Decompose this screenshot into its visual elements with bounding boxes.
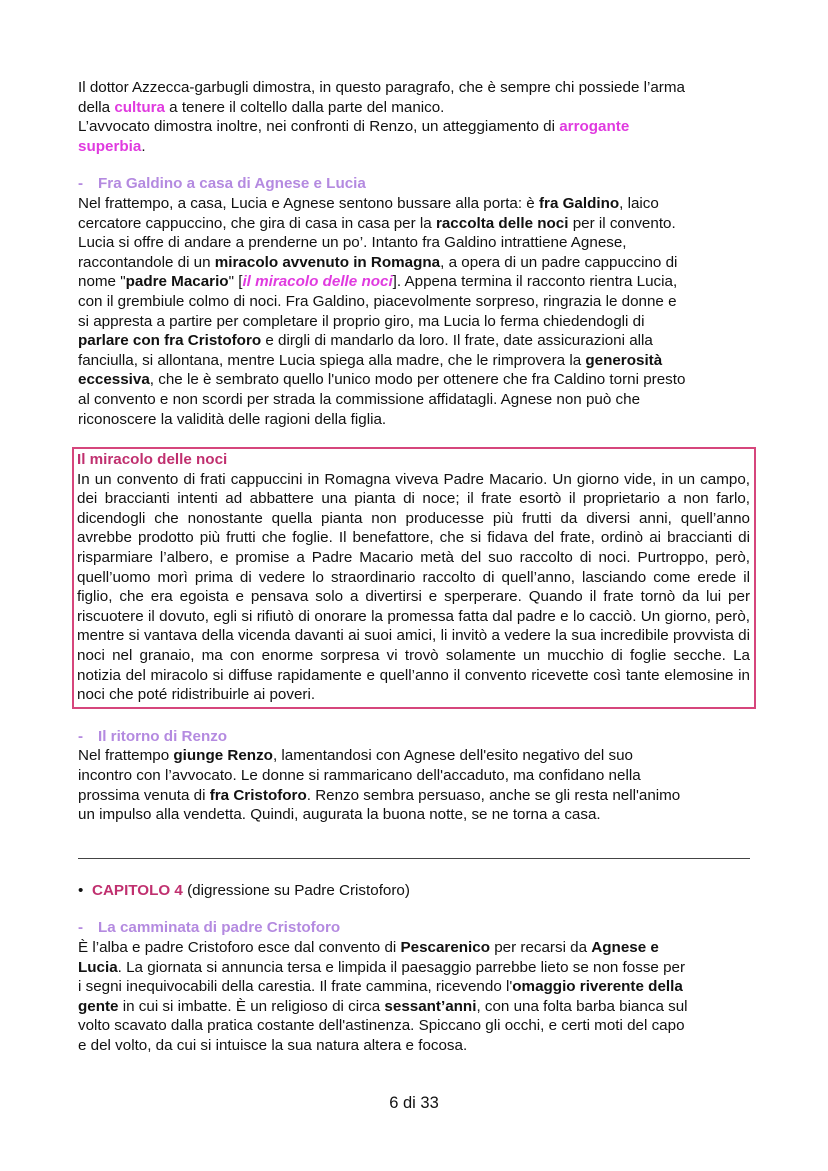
chapter-heading — [78, 881, 750, 901]
text-line: Il dottor Azzecca-garbugli dimostra, in questo paragrafo, che è sempre chi possiede l’arma — [78, 79, 685, 96]
chapter-name: CAPITOLO 4 — [92, 881, 183, 899]
text-line: con il grembiule colmo di noci. Fra Galdino, piacevolmente sorpreso, ringrazia le donne e — [78, 292, 677, 310]
dash-bullet: - — [78, 727, 84, 745]
section-heading: - Il ritorno di Renzo — [78, 727, 228, 745]
chapter-note: (digressione su Padre Cristoforo) — [182, 881, 410, 899]
text-line: cercatore cappuccino, che gira di casa in casa per la raccolta delle noci per il convento. — [78, 214, 676, 232]
highlight-superbia: superbia — [78, 137, 142, 155]
document-page — [78, 78, 750, 1056]
text-line: Nel frattempo giunge Renzo, lamentandosi con Agnese dell'esito negativo del suo — [78, 747, 634, 765]
section-heading: - La camminata di padre Cristoforo — [78, 919, 341, 937]
text-line: della cultura a tenere il coltello dalla parte del manico. — [78, 98, 445, 116]
highlight-arrogante: arrogante — [559, 118, 630, 136]
dash-bullet: - — [78, 919, 84, 937]
text-line: Lucia. La giornata si annuncia tersa e limpida il paesaggio parrebbe lieto se non fosse per — [78, 958, 686, 976]
text-line: prossima venuta di fra Cristoforo. Renzo sembra persuaso, anche se gli resta nell'animo — [78, 786, 681, 804]
text-line: fanciulla, si allontana, mentre Lucia spiega alla madre, che le rimprovera la generosità — [78, 351, 663, 369]
highlight-cultura: cultura — [114, 98, 165, 116]
text-line: L’avvocato dimostra inoltre, nei confronti di Renzo, un atteggiamento di arrogante — [78, 118, 630, 136]
intro-paragraph — [78, 78, 750, 156]
text-line: i segni inequivocabili della carestia. Il frate cammina, ricevendo l'omaggio riverente della — [78, 978, 683, 996]
box-text: In un convento di frati cappuccini in Romagna viveva Padre Macario. Un giorno vide, in un campo, dei braccianti intenti ad abbattere una pianta di noce; il frate esortò il proprietario a non farlo, dicendogli che nonostante quella pianta non producesse più frutti da diversi anni, quell’anno avrebbe prodotto più frutti che foglie. Il benefattore, che si fidava del frate, ordinò ai braccianti di risparmiare l’albero, e promise a Padre Macario metà del suo raccolto di noci. Purtroppo, però, quell’uomo morì prima di vedere lo straordinario raccolto di quell’anno, lasciando come erede il figlio, che era egoista e pensava solo a divertirsi e sperperare. Quando il frate tornò da lui per riscuotere il dovuto, egli si rifiutò di onorare la promessa fatta dal padre e lo cacciò. Un giorno, però, mentre si vantava della vicenda davanti ai suoi amici, li invitò a vedere la sua incredibile provvista di noci nel granaio, ma con enorme sorpresa vi trovò solamente un mucchio di foglie secche. La notizia del miracolo si diffuse rapidamente e quell’anno il convento ricevette così tante elemosine in noci che poté ridistribuirle ai poveri. — [77, 470, 750, 704]
box-title: Il miracolo delle noci — [77, 451, 228, 469]
highlight-miracolo: il miracolo delle noci — [242, 273, 393, 291]
text-line: raccontandole di un miracolo avvenuto in Romagna, a opera di un padre cappuccino di — [78, 253, 678, 271]
text-line: gente in cui si imbatte. È un religioso di circa sessant’anni, con una folta barba bianca sul — [78, 997, 688, 1015]
dash-bullet: - — [78, 175, 84, 193]
text-line: Lucia si offre di andare a prenderne un po’. Intanto fra Galdino intrattiene Agnese, — [78, 234, 627, 252]
bullet-icon: • — [78, 881, 84, 899]
text-line: un impulso alla vendetta. Quindi, augurata la buona notte, se ne torna a casa. — [78, 806, 601, 824]
miracle-box — [72, 447, 756, 709]
text-line: Nel frattempo, a casa, Lucia e Agnese sentono bussare alla porta: è fra Galdino, laico — [78, 194, 659, 212]
text-line: eccessiva, che le è sembrato quello l'unico modo per ottenere che fra Caldino torni presto — [78, 371, 686, 389]
text-line: incontro con l’avvocato. Le donne si rammaricano dell'accaduto, ma confidano nella — [78, 767, 641, 784]
text-line: superbia. — [78, 137, 146, 155]
text-line: nome "padre Macario" [il miracolo delle noci]. Appena termina il racconto rientra Lucia, — [78, 273, 678, 291]
text-line: riconoscere la validità delle ragioni della figlia. — [78, 410, 387, 428]
section-camminata — [78, 918, 750, 1055]
section-heading: - Fra Galdino a casa di Agnese e Lucia — [78, 175, 366, 193]
section-fra-galdino — [78, 174, 750, 429]
text-line: volto scavato dalla pratica costante dell'astinenza. Spiccano gli occhi, e certi moti del capo — [78, 1017, 685, 1035]
divider — [78, 858, 750, 859]
text-line: al convento e non scordi per strada la commissione affidatagli. Agnese non può che — [78, 390, 641, 408]
text-line: e del volto, da cui si intuisce la sua natura altera e focosa. — [78, 1036, 468, 1054]
page-number: 6 di 33 — [389, 1094, 439, 1112]
text-line: parlare con fra Cristoforo e dirgli di mandarlo da loro. Il frate, date assicurazioni alla — [78, 332, 653, 350]
text-line: È l’alba e padre Cristoforo esce dal convento di Pescarenico per recarsi da Agnese e — [78, 938, 659, 956]
text-line: si appresta a partire per completare il proprio giro, ma Lucia lo ferma chiedendogli di — [78, 312, 645, 330]
section-ritorno-renzo — [78, 727, 750, 825]
